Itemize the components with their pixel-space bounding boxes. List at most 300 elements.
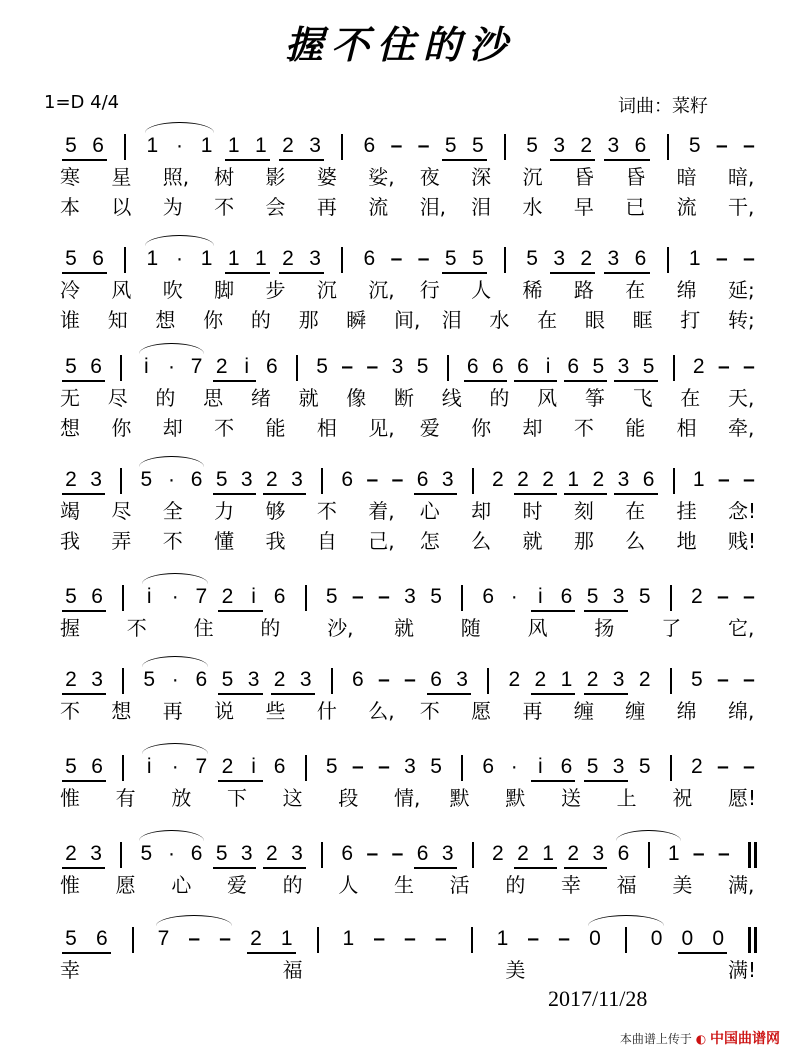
lyric-syllable: 什 xyxy=(316,699,337,723)
beam-underline xyxy=(442,159,487,161)
beam-underline xyxy=(678,952,727,954)
note: i xyxy=(146,755,152,778)
lyric-syllable: 不 xyxy=(573,416,594,440)
lyric-syllable: 眼 xyxy=(584,308,605,332)
note: 5 xyxy=(140,468,153,491)
lyric-syllable: 相 xyxy=(316,416,337,440)
note: 1 xyxy=(200,247,213,270)
beam-underline xyxy=(271,693,315,695)
barline xyxy=(120,468,122,494)
lyric-syllable: 愿! xyxy=(728,786,757,810)
lyric-syllable: 线 xyxy=(441,386,462,410)
dot-mark: · xyxy=(167,468,175,491)
note: i xyxy=(545,355,551,378)
note: 2 xyxy=(65,842,77,865)
note: 1 xyxy=(227,134,240,157)
note: 6 xyxy=(92,134,104,157)
beam-underline xyxy=(531,780,575,782)
lyric-syllable: 泪 xyxy=(441,308,462,332)
lyric-syllable: 我 xyxy=(265,529,286,553)
note: 3 xyxy=(391,355,404,378)
note: 2 xyxy=(266,842,278,865)
lyric-syllable: 下 xyxy=(227,786,247,810)
note: 2 xyxy=(492,842,504,865)
lyric-syllable: 冷 xyxy=(60,278,80,302)
dot-mark: · xyxy=(175,134,183,157)
barline xyxy=(122,755,124,781)
beam-underline xyxy=(564,493,607,495)
beam-underline xyxy=(62,159,107,161)
note: 5 xyxy=(526,247,538,270)
lyric-syllable: 沙, xyxy=(327,616,354,640)
barline xyxy=(120,842,122,868)
lyric-syllable: 爱 xyxy=(419,416,440,440)
lyric-line xyxy=(0,615,800,643)
lyric-syllable: 断 xyxy=(394,386,414,410)
note: 6 xyxy=(567,355,580,378)
note: 5 xyxy=(586,585,599,608)
hold-dash: – xyxy=(390,247,403,270)
note: 5 xyxy=(215,468,228,491)
lyric-syllable: 愿 xyxy=(471,699,492,723)
lyric-syllable: 满, xyxy=(728,873,755,897)
slur-arc xyxy=(139,456,203,467)
beam-underline xyxy=(247,952,296,954)
note: 5 xyxy=(444,134,457,157)
hold-dash: – xyxy=(352,755,364,778)
lyric-syllable: 知 xyxy=(107,308,128,332)
note: 2 xyxy=(221,755,234,778)
lyric-syllable: 风 xyxy=(537,386,558,410)
note: 2 xyxy=(273,668,286,691)
hold-dash: – xyxy=(743,585,755,608)
lyric-syllable: 么 xyxy=(471,529,492,553)
lyric-syllable: 娑, xyxy=(368,165,395,189)
lyric-syllable: 不 xyxy=(316,499,337,523)
lyric-syllable: 延; xyxy=(728,278,755,302)
note: 1 xyxy=(667,842,680,865)
note: 6 xyxy=(273,585,286,608)
hold-dash: – xyxy=(188,927,201,950)
lyric-syllable: 生 xyxy=(394,873,414,897)
lyric-syllable: 在 xyxy=(680,386,701,410)
hold-dash: – xyxy=(718,468,730,491)
hold-dash: – xyxy=(391,468,404,491)
note: 6 xyxy=(190,842,203,865)
lyric-syllable: 谁 xyxy=(60,308,80,332)
beam-underline xyxy=(62,493,105,495)
hold-dash: – xyxy=(417,134,430,157)
lyric-line xyxy=(0,307,800,335)
lyric-syllable: 星 xyxy=(111,165,132,189)
beam-underline xyxy=(279,159,324,161)
note: 3 xyxy=(607,134,620,157)
note: 7 xyxy=(190,355,203,378)
barline xyxy=(120,355,122,381)
lyric-syllable: 美 xyxy=(672,873,693,897)
note: 6 xyxy=(91,755,103,778)
note: 2 xyxy=(282,247,294,270)
lyric-syllable: 默 xyxy=(449,786,470,810)
lyric-syllable: 再 xyxy=(162,699,183,723)
barline xyxy=(673,468,675,494)
lyric-syllable: 稀 xyxy=(522,278,543,302)
lyric-syllable: 思 xyxy=(203,386,224,410)
lyric-syllable: 泪 xyxy=(471,195,492,219)
lyric-syllable: 转; xyxy=(728,308,755,332)
lyric-syllable: 缠 xyxy=(573,699,594,723)
hold-dash: – xyxy=(527,927,540,950)
barline xyxy=(667,247,669,273)
lyric-syllable: 就 xyxy=(298,386,319,410)
note: 5 xyxy=(526,134,538,157)
note: 6 xyxy=(95,927,108,950)
lyric-syllable: 脚 xyxy=(214,278,235,302)
beam-underline xyxy=(213,380,256,382)
lyric-syllable: 早 xyxy=(573,195,594,219)
lyric-syllable: 人 xyxy=(338,873,359,897)
note: 3 xyxy=(612,585,625,608)
lyric-syllable: 影 xyxy=(265,165,286,189)
slur-arc xyxy=(156,915,232,926)
barline xyxy=(648,842,650,868)
lyric-syllable: 己, xyxy=(368,529,395,553)
note: 6 xyxy=(560,585,573,608)
score-date: 2017/11/28 xyxy=(548,986,648,1011)
lyric-syllable: 见, xyxy=(368,416,395,440)
lyric-line xyxy=(0,872,800,900)
note: i xyxy=(146,585,152,608)
lyric-syllable: 为 xyxy=(162,195,183,219)
lyric-syllable: 随 xyxy=(460,616,481,640)
lyric-syllable: 昏 xyxy=(625,165,646,189)
lyric-syllable: 情, xyxy=(394,786,421,810)
hold-dash: – xyxy=(352,585,364,608)
lyric-syllable: 吹 xyxy=(162,278,183,302)
lyric-syllable: 暗 xyxy=(676,165,697,189)
lyric-syllable: 却 xyxy=(522,416,543,440)
note: 3 xyxy=(553,134,565,157)
lyric-syllable: 绵, xyxy=(728,699,755,723)
upload-footer xyxy=(620,1028,780,1048)
beam-underline xyxy=(514,867,557,869)
barline xyxy=(461,755,463,781)
note: 5 xyxy=(592,355,605,378)
note: 6 xyxy=(363,134,376,157)
note: 1 xyxy=(280,927,293,950)
note: 6 xyxy=(617,842,630,865)
lyric-syllable: 牵, xyxy=(728,416,755,440)
slur-arc xyxy=(588,915,664,926)
lyric-syllable: 美 xyxy=(505,958,526,982)
lyric-line xyxy=(0,385,800,413)
final-barline xyxy=(754,927,757,953)
note: 5 xyxy=(471,134,484,157)
lyric-syllable: 缠 xyxy=(625,699,646,723)
beam-underline xyxy=(514,380,557,382)
lyric-syllable: 说 xyxy=(214,699,235,723)
lyric-syllable: 筝 xyxy=(584,386,605,410)
barline xyxy=(471,927,473,953)
note: 5 xyxy=(316,355,328,378)
hold-dash: – xyxy=(718,842,730,865)
lyric-syllable: 绪 xyxy=(250,386,271,410)
note: 6 xyxy=(352,668,364,691)
lyric-syllable: 像 xyxy=(346,386,367,410)
lyric-line xyxy=(0,528,800,556)
lyric-syllable: 地 xyxy=(676,529,697,553)
hold-dash: – xyxy=(692,842,705,865)
barline xyxy=(296,355,298,381)
note: i xyxy=(251,585,256,608)
note: 7 xyxy=(157,927,170,950)
hold-dash: – xyxy=(378,755,390,778)
hold-dash: – xyxy=(373,927,386,950)
note: 3 xyxy=(441,842,454,865)
hold-dash: – xyxy=(743,247,755,270)
lyric-syllable: 尽 xyxy=(107,386,128,410)
lyric-syllable: 风 xyxy=(111,278,132,302)
note: 3 xyxy=(90,468,102,491)
lyric-syllable: 在 xyxy=(625,278,646,302)
beam-underline xyxy=(564,867,607,869)
beam-underline xyxy=(614,493,657,495)
lyric-syllable: 自 xyxy=(316,529,337,553)
lyric-syllable: 段 xyxy=(338,786,359,810)
hold-dash: – xyxy=(404,668,416,691)
note: 2 xyxy=(250,927,262,950)
barline xyxy=(341,247,343,273)
note: 5 xyxy=(325,585,338,608)
lyric-syllable: 活 xyxy=(449,873,470,897)
lyric-syllable: 它, xyxy=(728,616,755,640)
note: 6 xyxy=(560,755,573,778)
note: 6 xyxy=(363,247,376,270)
note: 1 xyxy=(146,247,159,270)
beam-underline xyxy=(414,493,457,495)
lyric-syllable: 行 xyxy=(419,278,440,302)
beam-underline xyxy=(263,867,306,869)
lyric-syllable: 想 xyxy=(155,308,176,332)
lyric-syllable: 祝 xyxy=(672,786,693,810)
footer-site-name[interactable]: 中国曲谱网 xyxy=(710,1031,780,1047)
lyric-syllable: 水 xyxy=(522,195,543,219)
beam-underline xyxy=(584,693,628,695)
lyric-syllable: 步 xyxy=(265,278,286,302)
note: 3 xyxy=(456,668,468,691)
beam-underline xyxy=(279,272,324,274)
note: 3 xyxy=(309,247,321,270)
note: 1 xyxy=(688,247,701,270)
lyric-syllable: 时 xyxy=(522,499,543,523)
lyric-syllable: 爱 xyxy=(227,873,247,897)
hold-dash: – xyxy=(717,668,729,691)
barline xyxy=(341,134,343,160)
lyric-syllable: 能 xyxy=(625,416,646,440)
lyric-syllable: 不 xyxy=(214,416,235,440)
beam-underline xyxy=(614,380,657,382)
lyric-line xyxy=(0,194,800,222)
hold-dash: – xyxy=(366,355,379,378)
note: 3 xyxy=(617,355,630,378)
note: 3 xyxy=(90,842,102,865)
note: 3 xyxy=(617,468,630,491)
beam-underline xyxy=(62,610,106,612)
note: 5 xyxy=(586,755,599,778)
beam-underline xyxy=(218,780,262,782)
lyric-syllable: 流 xyxy=(676,195,697,219)
lyric-syllable: 心 xyxy=(419,499,440,523)
hold-dash: – xyxy=(378,668,390,691)
hold-dash: – xyxy=(716,247,728,270)
lyric-syllable: 默 xyxy=(505,786,526,810)
note: 5 xyxy=(65,585,77,608)
lyric-syllable: 懂 xyxy=(214,529,235,553)
lyric-syllable: 间, xyxy=(394,308,421,332)
hold-dash: – xyxy=(743,355,755,378)
lyric-syllable: 本 xyxy=(60,195,80,219)
note: 0 xyxy=(712,927,725,950)
note: 3 xyxy=(404,585,416,608)
lyric-syllable: 惟 xyxy=(60,873,80,897)
lyric-syllable: 幸 xyxy=(561,873,581,897)
note: 6 xyxy=(273,755,286,778)
beam-underline xyxy=(225,272,270,274)
dot-mark: · xyxy=(167,842,175,865)
barline xyxy=(124,247,126,273)
lyric-syllable: 能 xyxy=(265,416,286,440)
note: 6 xyxy=(90,355,102,378)
lyric-syllable: 么, xyxy=(368,699,395,723)
hold-dash: – xyxy=(717,585,729,608)
lyric-syllable: 的 xyxy=(505,873,526,897)
lyric-syllable: 相 xyxy=(676,416,697,440)
note: 3 xyxy=(441,468,454,491)
lyric-syllable: 满! xyxy=(728,958,757,982)
hold-dash: – xyxy=(718,355,730,378)
note: 1 xyxy=(227,247,240,270)
lyric-syllable: 握 xyxy=(60,616,80,640)
hold-dash: – xyxy=(417,247,430,270)
dot-mark: · xyxy=(171,668,179,691)
lyric-syllable: 路 xyxy=(573,278,594,302)
note: 1 xyxy=(567,468,580,491)
note: 6 xyxy=(195,668,208,691)
beam-underline xyxy=(218,610,262,612)
lyric-syllable: 干, xyxy=(728,195,755,219)
note: 5 xyxy=(65,355,77,378)
hold-dash: – xyxy=(743,668,755,691)
lyric-syllable: 水 xyxy=(489,308,510,332)
note: 1 xyxy=(200,134,213,157)
note: 5 xyxy=(215,842,228,865)
note: 2 xyxy=(517,468,529,491)
note: 6 xyxy=(634,247,647,270)
note: 2 xyxy=(586,668,599,691)
lyric-syllable: 福 xyxy=(282,958,303,982)
lyric-syllable: 以 xyxy=(111,195,132,219)
lyric-syllable: 不 xyxy=(126,616,147,640)
lyric-syllable: 就 xyxy=(394,616,414,640)
slur-arc xyxy=(145,235,213,246)
barline xyxy=(472,842,474,868)
lyric-syllable: 你 xyxy=(203,308,224,332)
note: 3 xyxy=(404,755,416,778)
note: 6 xyxy=(466,355,479,378)
lyric-syllable: 会 xyxy=(265,195,286,219)
beam-underline xyxy=(564,380,607,382)
slur-arc xyxy=(145,122,213,133)
barline xyxy=(670,668,672,694)
lyric-syllable: 却 xyxy=(162,416,183,440)
slur-arc xyxy=(142,743,208,754)
note: 2 xyxy=(492,468,504,491)
note: 5 xyxy=(444,247,457,270)
beam-underline xyxy=(62,952,111,954)
lyric-syllable: 的 xyxy=(250,308,271,332)
note: 3 xyxy=(91,668,103,691)
dot-mark: · xyxy=(167,355,175,378)
note: i xyxy=(538,755,543,778)
note: i xyxy=(538,585,543,608)
lyric-syllable: 那 xyxy=(573,529,594,553)
note: 1 xyxy=(342,927,355,950)
barline xyxy=(317,927,319,953)
lyric-line xyxy=(0,498,800,526)
beam-underline xyxy=(464,380,507,382)
lyric-line xyxy=(0,698,800,726)
beam-underline xyxy=(442,272,487,274)
note: 6 xyxy=(341,468,354,491)
barline xyxy=(461,585,463,611)
lyric-syllable: 树 xyxy=(214,165,235,189)
beam-underline xyxy=(550,159,595,161)
score-title: 握不住的沙 xyxy=(284,22,515,67)
lyric-line xyxy=(0,277,800,305)
hold-dash: – xyxy=(404,927,416,950)
lyric-syllable: 的 xyxy=(282,873,303,897)
dot-mark: · xyxy=(171,755,179,778)
lyric-syllable: 泪, xyxy=(419,195,447,219)
barline xyxy=(625,927,627,953)
lyric-syllable: 了 xyxy=(661,616,682,640)
lyric-syllable: 上 xyxy=(616,786,637,810)
barline xyxy=(124,134,126,160)
lyric-syllable: 够 xyxy=(265,499,286,523)
lyric-syllable: 夜 xyxy=(419,165,440,189)
barline xyxy=(504,247,506,273)
note: 7 xyxy=(195,585,208,608)
note: 6 xyxy=(482,755,495,778)
note: 2 xyxy=(508,668,521,691)
lyric-syllable: 你 xyxy=(471,416,492,440)
note: 6 xyxy=(416,842,429,865)
barline xyxy=(321,842,323,868)
lyric-syllable: 不 xyxy=(60,699,80,723)
hold-dash: – xyxy=(378,585,390,608)
note: 2 xyxy=(691,755,703,778)
lyric-syllable: 绵 xyxy=(676,699,697,723)
lyric-syllable: 飞 xyxy=(632,386,653,410)
hold-dash: – xyxy=(341,355,354,378)
note: 2 xyxy=(534,668,547,691)
barline xyxy=(321,468,323,494)
note: 5 xyxy=(65,247,77,270)
lyric-syllable: 那 xyxy=(298,308,319,332)
note: 3 xyxy=(299,668,312,691)
lyric-syllable: 沉, xyxy=(368,278,395,302)
note: 6 xyxy=(642,468,655,491)
